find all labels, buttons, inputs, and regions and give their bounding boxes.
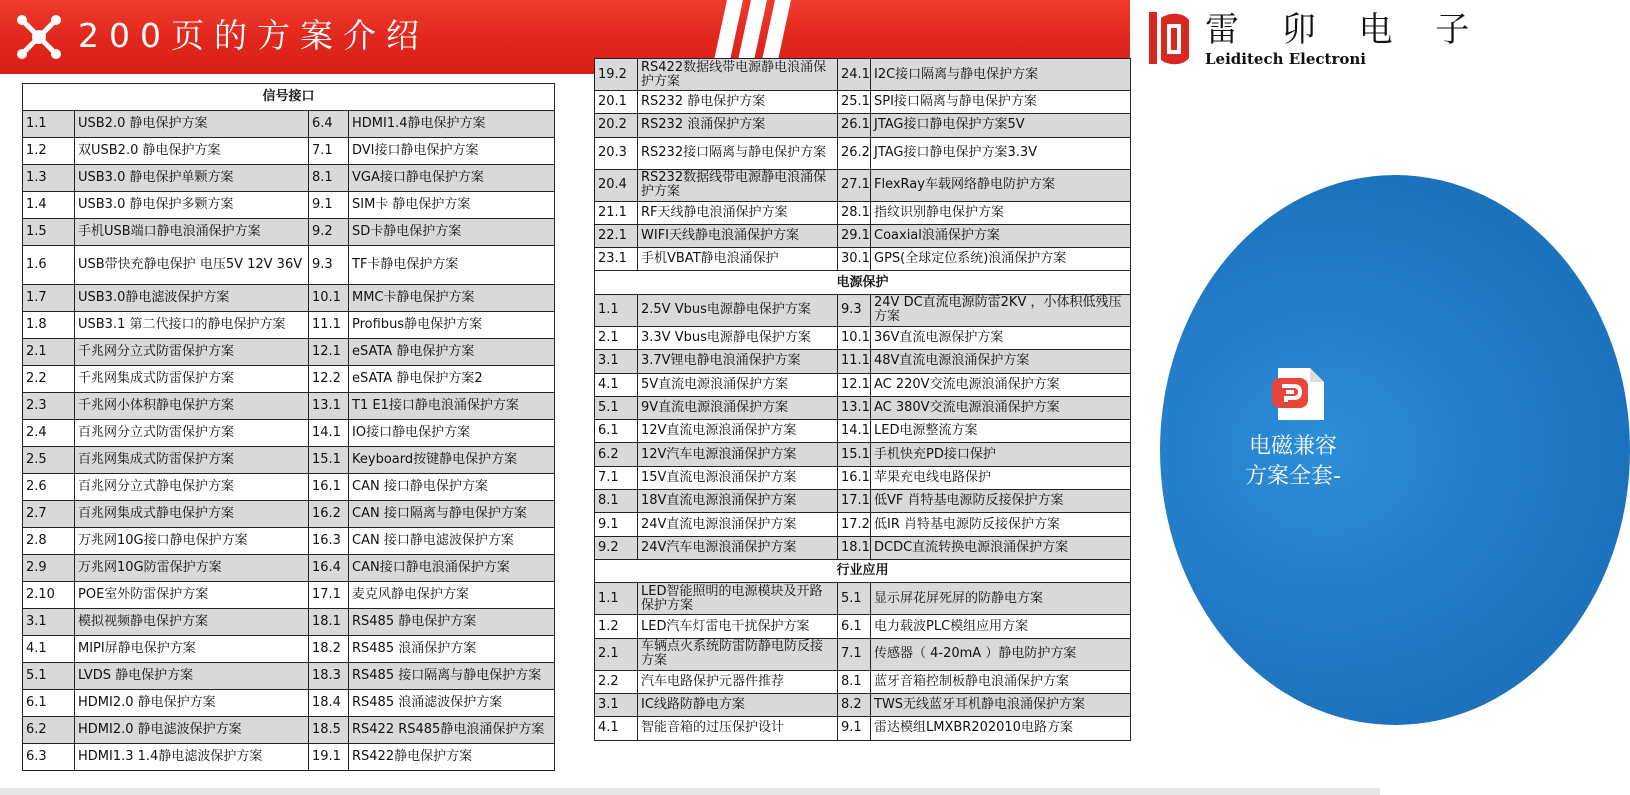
- section-number: 13.1: [309, 393, 349, 420]
- table-row: [23, 744, 555, 771]
- section-number: 24.1: [838, 59, 871, 91]
- section-number: 17.1: [309, 582, 349, 609]
- section-number: 9.1: [595, 513, 638, 536]
- section-number: 18.5: [309, 717, 349, 744]
- table-row: [595, 350, 1131, 373]
- section-number: 8.1: [595, 490, 638, 513]
- section-number: 5.1: [838, 583, 871, 615]
- table-row: [595, 694, 1131, 717]
- solution-title: MIPI屏静电保护方案: [75, 636, 309, 663]
- section-number: 21.1: [595, 201, 638, 224]
- section-number: 8.1: [309, 165, 349, 192]
- solution-title: LED汽车灯雷电干扰保护方案: [638, 615, 838, 638]
- table-row: [595, 583, 1131, 615]
- section-number: 28.1: [838, 201, 871, 224]
- table-row: [23, 609, 555, 636]
- table-row: [595, 615, 1131, 638]
- section-number: 30.1: [838, 248, 871, 271]
- table-row: [595, 294, 1131, 326]
- section-number: 14.1: [309, 420, 349, 447]
- solution-title: SD卡静电保护方案: [349, 219, 555, 246]
- solution-title: HDMI2.0 静电滤波保护方案: [75, 717, 309, 744]
- table-row: [23, 192, 555, 219]
- solution-title: Coaxial浪涌保护方案: [871, 224, 1131, 247]
- section-number: 6.4: [309, 111, 349, 138]
- logo-chinese-name: 雷 卯 电 子: [1205, 10, 1486, 50]
- table-row: [23, 366, 555, 393]
- solution-title: 低IR 肖特基电源防反接保护方案: [871, 513, 1131, 536]
- section-number: 6.2: [595, 443, 638, 466]
- section-number: 6.3: [23, 744, 75, 771]
- industry-application-header: [595, 559, 1131, 583]
- solution-title: HDMI1.4静电保护方案: [349, 111, 555, 138]
- solution-title: Keyboard按键静电保护方案: [349, 447, 555, 474]
- section-number: 4.1: [595, 717, 638, 740]
- solution-title: 雷达模组LMXBR202010电路方案: [871, 717, 1131, 740]
- solution-title: MMC卡静电保护方案: [349, 285, 555, 312]
- solution-title: USB3.0静电滤波保护方案: [75, 285, 309, 312]
- table-row: [595, 248, 1131, 271]
- table-row: [23, 138, 555, 165]
- table-row: [595, 396, 1131, 419]
- leiditech-logo-icon: [1139, 8, 1197, 68]
- section-number: 9.2: [595, 536, 638, 559]
- solution-title: 15V直流电源浪涌保护方案: [638, 466, 838, 489]
- section-number: 6.1: [838, 615, 871, 638]
- company-logo: [1135, 0, 1486, 75]
- solution-title: 万兆网10G接口静电保护方案: [75, 528, 309, 555]
- table-row: [23, 246, 555, 285]
- section-number: 2.3: [23, 393, 75, 420]
- table-row: [595, 137, 1131, 169]
- solution-title: RS232 浪涌保护方案: [638, 114, 838, 137]
- section-number: 6.1: [595, 420, 638, 443]
- solution-title: 3.3V Vbus电源静电保护方案: [638, 326, 838, 349]
- solution-title: 麦克风静电保护方案: [349, 582, 555, 609]
- table-row: [23, 447, 555, 474]
- section-number: 20.4: [595, 169, 638, 201]
- section-number: 2.1: [595, 638, 638, 670]
- table-row: [23, 690, 555, 717]
- section-number: 3.1: [595, 350, 638, 373]
- solution-title: CAN接口静电浪涌保护方案: [349, 555, 555, 582]
- section-number: 16.3: [309, 528, 349, 555]
- section-number: 9.2: [309, 219, 349, 246]
- solution-title: 3.7V锂电静电浪涌保护方案: [638, 350, 838, 373]
- solution-title: 蓝牙音箱控制板静电浪涌保护方案: [871, 670, 1131, 693]
- solution-title: 手机VBAT静电浪涌保护: [638, 248, 838, 271]
- section-number: 16.1: [309, 474, 349, 501]
- table-row: [23, 663, 555, 690]
- table-row: [595, 224, 1131, 247]
- solution-title: 千兆网小体积静电保护方案: [75, 393, 309, 420]
- power-protection-header-label: 电源保护: [595, 271, 1131, 295]
- section-number: 9.3: [309, 246, 349, 285]
- solution-title: Profibus静电保护方案: [349, 312, 555, 339]
- section-number: 1.1: [595, 294, 638, 326]
- section-number: 7.1: [838, 638, 871, 670]
- table-row: [23, 420, 555, 447]
- solution-title: WIFI天线静电浪涌保护方案: [638, 224, 838, 247]
- signal-interface-header-label: 信号接口: [23, 84, 555, 111]
- solution-title: 汽车电路保护元器件推荐: [638, 670, 838, 693]
- solution-title: RS232数据线带电源静电浪涌保护方案: [638, 169, 838, 201]
- logo-english-name: Leiditech Electroni: [1205, 50, 1366, 68]
- solution-title: 百兆网分立式防雷保护方案: [75, 420, 309, 447]
- table-row: [595, 420, 1131, 443]
- section-number: 2.1: [23, 339, 75, 366]
- table-row: [23, 111, 555, 138]
- section-number: 2.6: [23, 474, 75, 501]
- solution-title: CAN 接口隔离与静电保护方案: [349, 501, 555, 528]
- section-number: 22.1: [595, 224, 638, 247]
- table-row: [23, 339, 555, 366]
- solution-title: 千兆网分立式防雷保护方案: [75, 339, 309, 366]
- section-number: 5.1: [23, 663, 75, 690]
- solution-title: AC 220V交流电源浪涌保护方案: [871, 373, 1131, 396]
- solution-title: 百兆网集成式防雷保护方案: [75, 447, 309, 474]
- section-number: 1.7: [23, 285, 75, 312]
- table-row: [23, 501, 555, 528]
- section-number: 8.1: [838, 670, 871, 693]
- section-number: 16.4: [309, 555, 349, 582]
- section-number: 18.1: [309, 609, 349, 636]
- table-row: [595, 717, 1131, 740]
- solutions-table-right: [594, 58, 1131, 741]
- solution-title: DCDC直流转换电源浪涌保护方案: [871, 536, 1131, 559]
- solution-title: RS485 浪涌保护方案: [349, 636, 555, 663]
- signal-interface-table: [22, 83, 555, 771]
- section-number: 2.9: [23, 555, 75, 582]
- section-number: 2.1: [595, 326, 638, 349]
- solution-title: 电力载波PLC模组应用方案: [871, 615, 1131, 638]
- solution-title: RS422 RS485静电浪涌保护方案: [349, 717, 555, 744]
- section-number: 12.2: [309, 366, 349, 393]
- table-row: [595, 490, 1131, 513]
- section-number: 2.5: [23, 447, 75, 474]
- solution-title: RS422静电保护方案: [349, 744, 555, 771]
- section-number: 18.4: [309, 690, 349, 717]
- section-number: 25.1: [838, 91, 871, 114]
- section-number: 13.1: [838, 396, 871, 419]
- pdf-icon[interactable]: [1270, 364, 1330, 424]
- table-row: [595, 114, 1131, 137]
- section-number: 18.1: [838, 536, 871, 559]
- table-row: [23, 165, 555, 192]
- solution-title: 18V直流电源浪涌保护方案: [638, 490, 838, 513]
- section-number: 17.2: [838, 513, 871, 536]
- section-number: 15.1: [838, 443, 871, 466]
- solution-title: JTAG接口静电保护方案3.3V: [871, 137, 1131, 169]
- table-row: [23, 474, 555, 501]
- section-number: 20.2: [595, 114, 638, 137]
- table-row: [23, 717, 555, 744]
- solution-title: USB带快充静电保护 电压5V 12V 36V: [75, 246, 309, 285]
- section-number: 3.1: [595, 694, 638, 717]
- solution-title: 24V直流电源浪涌保护方案: [638, 513, 838, 536]
- section-number: 1.1: [595, 583, 638, 615]
- solution-title: I2C接口隔离与静电保护方案: [871, 59, 1131, 91]
- solution-title: 百兆网分立式静电保护方案: [75, 474, 309, 501]
- solution-title: 12V直流电源浪涌保护方案: [638, 420, 838, 443]
- solution-title: RS485 浪涌滤波保护方案: [349, 690, 555, 717]
- section-number: 14.1: [838, 420, 871, 443]
- section-number: 18.3: [309, 663, 349, 690]
- solution-title: CAN 接口静电保护方案: [349, 474, 555, 501]
- table-row: [23, 528, 555, 555]
- section-number: 1.2: [595, 615, 638, 638]
- solution-title: HDMI2.0 静电保护方案: [75, 690, 309, 717]
- section-number: 12.1: [309, 339, 349, 366]
- solution-title: GPS(全球定位系统)浪涌保护方案: [871, 248, 1131, 271]
- network-nodes-icon: [16, 14, 62, 60]
- table-row: [595, 326, 1131, 349]
- section-number: 20.3: [595, 137, 638, 169]
- section-number: 2.7: [23, 501, 75, 528]
- section-number: 27.1: [838, 169, 871, 201]
- solution-title: HDMI1.3 1.4静电滤波保护方案: [75, 744, 309, 771]
- section-number: 10.1: [309, 285, 349, 312]
- section-number: 1.2: [23, 138, 75, 165]
- solution-title: 百兆网集成式静电保护方案: [75, 501, 309, 528]
- solution-title: SIM卡 静电保护方案: [349, 192, 555, 219]
- solution-title: eSATA 静电保护方案: [349, 339, 555, 366]
- section-number: 17.1: [838, 490, 871, 513]
- table-row: [595, 670, 1131, 693]
- side-panel-text: [1238, 432, 1348, 492]
- table-row: [595, 169, 1131, 201]
- section-number: 7.1: [309, 138, 349, 165]
- section-number: 23.1: [595, 248, 638, 271]
- table-row: [595, 443, 1131, 466]
- solution-title: AC 380V交流电源浪涌保护方案: [871, 396, 1131, 419]
- table-row: [595, 91, 1131, 114]
- solution-title: 双USB2.0 静电保护方案: [75, 138, 309, 165]
- solution-title: 48V直流电源浪涌保护方案: [871, 350, 1131, 373]
- table-row: [23, 555, 555, 582]
- solution-title: JTAG接口静电保护方案5V: [871, 114, 1131, 137]
- solution-title: 手机USB端口静电浪涌保护方案: [75, 219, 309, 246]
- section-number: 2.2: [595, 670, 638, 693]
- section-number: 18.2: [309, 636, 349, 663]
- solution-title: 指纹识别静电保护方案: [871, 201, 1131, 224]
- table-row: [23, 582, 555, 609]
- table-row: [595, 536, 1131, 559]
- solution-title: TF卡静电保护方案: [349, 246, 555, 285]
- section-number: 1.8: [23, 312, 75, 339]
- side-panel-line2: 方案全套-: [1245, 464, 1341, 489]
- solution-title: SPI接口隔离与静电保护方案: [871, 91, 1131, 114]
- section-number: 19.2: [595, 59, 638, 91]
- solution-title: 24V DC直流电源防雷2KV ，小体积低残压方案: [871, 294, 1131, 326]
- section-number: 29.1: [838, 224, 871, 247]
- section-number: 3.1: [23, 609, 75, 636]
- solution-title: LED智能照明的电源模块及开路保护方案: [638, 583, 838, 615]
- industry-application-header-label: 行业应用: [595, 559, 1131, 583]
- solution-title: USB3.0 静电保护多颗方案: [75, 192, 309, 219]
- solution-title: RF天线静电浪涌保护方案: [638, 201, 838, 224]
- section-number: 26.1: [838, 114, 871, 137]
- solution-title: 车辆点火系统防雷防静电防反接方案: [638, 638, 838, 670]
- solution-title: LED电源整流方案: [871, 420, 1131, 443]
- section-number: 16.2: [309, 501, 349, 528]
- side-panel-circle: [1160, 175, 1630, 725]
- section-number: 16.1: [838, 466, 871, 489]
- section-number: 10.1: [838, 326, 871, 349]
- section-number: 9.1: [838, 717, 871, 740]
- table-row: [595, 466, 1131, 489]
- section-number: 15.1: [309, 447, 349, 474]
- section-number: 1.3: [23, 165, 75, 192]
- solution-title: IC线路防静电方案: [638, 694, 838, 717]
- section-number: 6.1: [23, 690, 75, 717]
- section-number: 1.4: [23, 192, 75, 219]
- section-number: 2.2: [23, 366, 75, 393]
- solution-title: 万兆网10G防雷保护方案: [75, 555, 309, 582]
- solution-title: RS422数据线带电源静电浪涌保护方案: [638, 59, 838, 91]
- section-number: 6.2: [23, 717, 75, 744]
- solution-title: RS232接口隔离与静电保护方案: [638, 137, 838, 169]
- solution-title: 传感器（ 4-20mA ）静电防护方案: [871, 638, 1131, 670]
- section-number: 19.1: [309, 744, 349, 771]
- table-row: [23, 285, 555, 312]
- solution-title: USB3.1 第二代接口的静电保护方案: [75, 312, 309, 339]
- section-number: 9.1: [309, 192, 349, 219]
- solution-title: T1 E1接口静电浪涌保护方案: [349, 393, 555, 420]
- solution-title: RS485 静电保护方案: [349, 609, 555, 636]
- table-row: [23, 219, 555, 246]
- side-panel-line1: 电磁兼容: [1248, 434, 1337, 459]
- section-number: 2.8: [23, 528, 75, 555]
- solution-title: USB3.0 静电保护单颗方案: [75, 165, 309, 192]
- table-row: [595, 201, 1131, 224]
- section-number: 5.1: [595, 396, 638, 419]
- page-title: 200页的方案介绍: [78, 16, 429, 55]
- solution-title: 手机快充PD接口保护: [871, 443, 1131, 466]
- solution-title: RS485 接口隔离与静电保护方案: [349, 663, 555, 690]
- table-row: [595, 59, 1131, 91]
- solution-title: VGA接口静电保护方案: [349, 165, 555, 192]
- solution-title: FlexRay车载网络静电防护方案: [871, 169, 1131, 201]
- solution-title: POE室外防雷保护方案: [75, 582, 309, 609]
- solution-title: USB2.0 静电保护方案: [75, 111, 309, 138]
- table-row: [23, 636, 555, 663]
- solution-title: DVI接口静电保护方案: [349, 138, 555, 165]
- solution-title: TWS无线蓝牙耳机静电浪涌保护方案: [871, 694, 1131, 717]
- solution-title: 模拟视频静电保护方案: [75, 609, 309, 636]
- solution-title: 36V直流电源保护方案: [871, 326, 1131, 349]
- table-row: [23, 393, 555, 420]
- solution-title: LVDS 静电保护方案: [75, 663, 309, 690]
- section-number: 4.1: [595, 373, 638, 396]
- table-row: [595, 513, 1131, 536]
- section-number: 8.2: [838, 694, 871, 717]
- solution-title: 24V汽车电源浪涌保护方案: [638, 536, 838, 559]
- section-number: 1.1: [23, 111, 75, 138]
- solution-title: eSATA 静电保护方案2: [349, 366, 555, 393]
- table-row: [23, 312, 555, 339]
- solution-title: 12V汽车电源浪涌保护方案: [638, 443, 838, 466]
- table-row: [595, 373, 1131, 396]
- solution-title: 苹果充电线电路保护: [871, 466, 1131, 489]
- power-protection-header: [595, 271, 1131, 295]
- bottom-strip: [0, 788, 1380, 795]
- section-number: 9.3: [838, 294, 871, 326]
- solution-title: RS232 静电保护方案: [638, 91, 838, 114]
- solution-title: 5V直流电源浪涌保护方案: [638, 373, 838, 396]
- solution-title: CAN 接口静电滤波保护方案: [349, 528, 555, 555]
- section-number: 4.1: [23, 636, 75, 663]
- solution-title: 2.5V Vbus电源静电保护方案: [638, 294, 838, 326]
- section-number: 2.10: [23, 582, 75, 609]
- section-number: 2.4: [23, 420, 75, 447]
- section-number: 1.5: [23, 219, 75, 246]
- section-number: 1.6: [23, 246, 75, 285]
- solution-title: 9V直流电源浪涌保护方案: [638, 396, 838, 419]
- section-number: 20.1: [595, 91, 638, 114]
- table-row: [595, 638, 1131, 670]
- section-number: 12.1: [838, 373, 871, 396]
- solution-title: 显示屏花屏死屏的防静电方案: [871, 583, 1131, 615]
- section-number: 7.1: [595, 466, 638, 489]
- section-number: 11.1: [309, 312, 349, 339]
- solution-title: 低VF 肖特基电源防反接保护方案: [871, 490, 1131, 513]
- solution-title: 智能音箱的过压保护设计: [638, 717, 838, 740]
- solution-title: 千兆网集成式防雷保护方案: [75, 366, 309, 393]
- solution-title: IO接口静电保护方案: [349, 420, 555, 447]
- section-number: 11.1: [838, 350, 871, 373]
- section-number: 26.2: [838, 137, 871, 169]
- signal-interface-header: [23, 84, 555, 111]
